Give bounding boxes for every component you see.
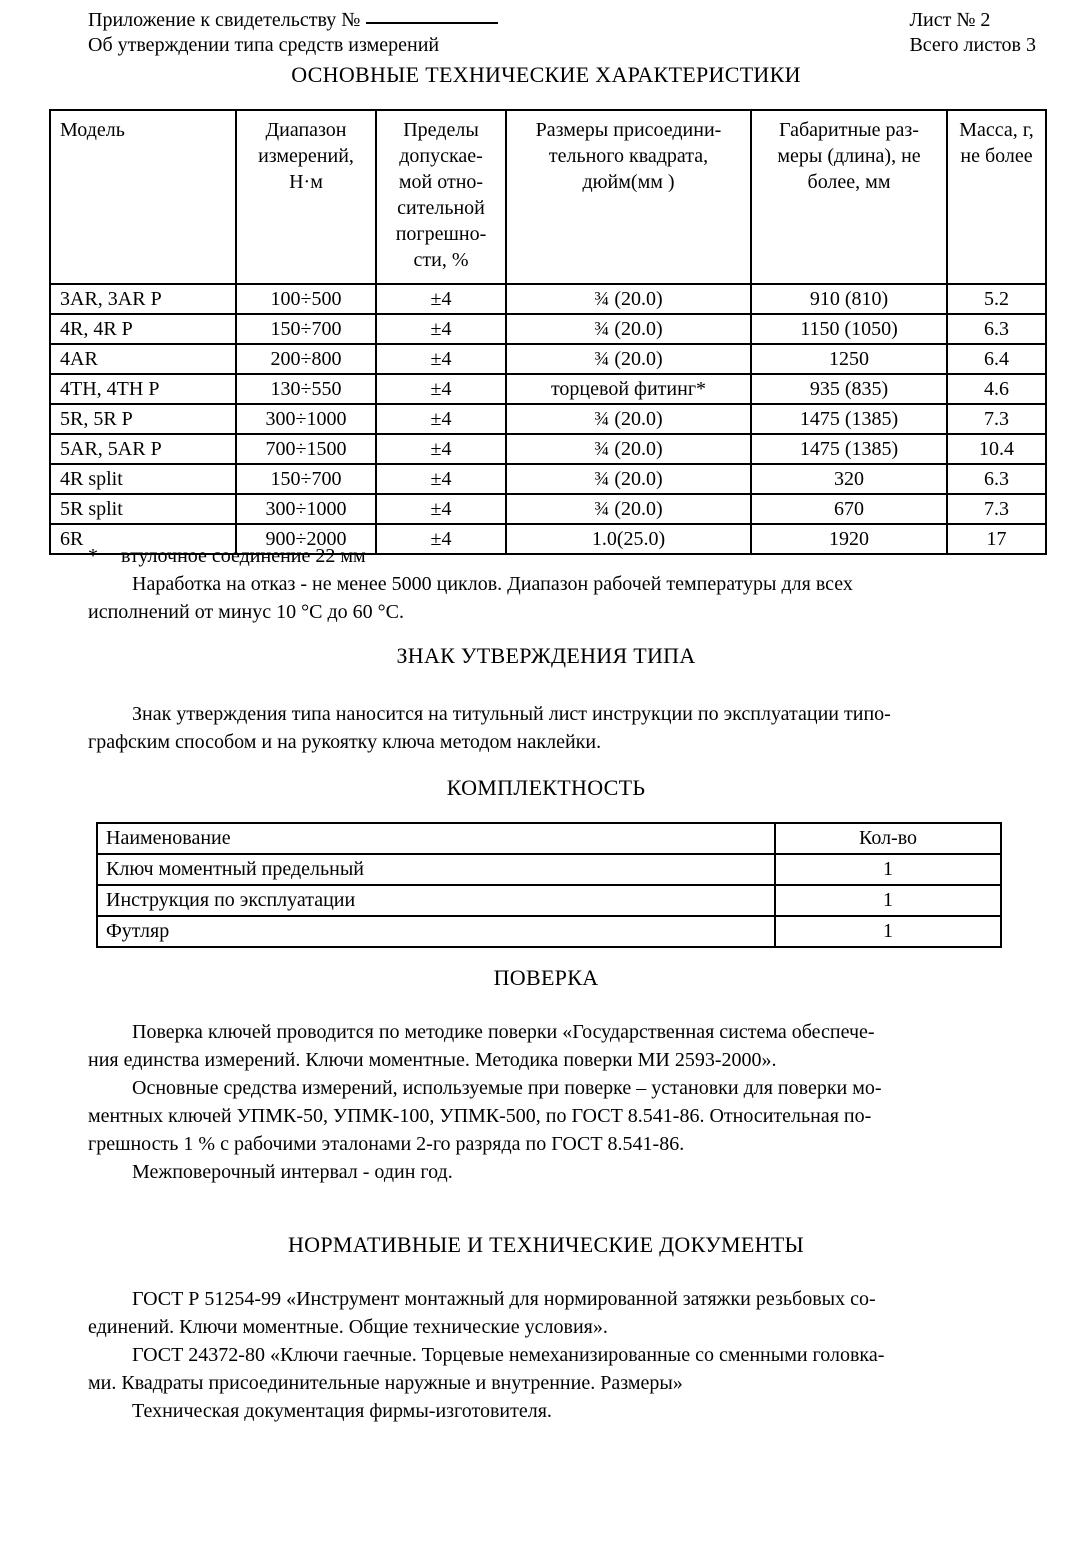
cell-dimensions: 670 xyxy=(751,494,947,524)
col-header-mass-l1: Масса, г, xyxy=(959,119,1034,141)
cell-square: ¾ (20.0) xyxy=(506,494,751,524)
specs-section-title: ОСНОВНЫЕ ТЕХНИЧЕСКИЕ ХАРАКТЕРИСТИКИ xyxy=(291,62,801,87)
table-row xyxy=(97,916,1001,947)
table-row xyxy=(97,854,1001,885)
footnote-marker: * xyxy=(88,545,98,567)
documents-d2-line-2: ми. Квадраты присоединительные наружные и внутренние. Размеры» xyxy=(88,1372,683,1394)
col-header-tolerance-l5: погрешно- xyxy=(395,223,487,245)
cell-square: ¾ (20.0) xyxy=(506,434,751,464)
kit-cell-name: Футляр xyxy=(97,916,775,947)
cell-model: 3AR, 3AR P xyxy=(50,284,236,314)
verification-p1-line-1 xyxy=(88,1018,1018,1046)
kit-col-header-qty: Кол-во xyxy=(775,823,1001,854)
col-header-mass-l2: не более xyxy=(960,145,1033,167)
header-left-block xyxy=(88,8,498,58)
cell-tolerance: ±4 xyxy=(376,464,506,494)
certificate-appendix-label: Приложение к свидетельству № xyxy=(88,9,361,31)
col-header-tolerance-l1: Пределы xyxy=(403,119,479,141)
cell-tolerance: ±4 xyxy=(376,524,506,554)
verification-p1-line-2: ния единства измерений. Ключи моментные. Методика поверки МИ 2593-2000». xyxy=(88,1049,777,1071)
cell-tolerance: ±4 xyxy=(376,314,506,344)
cell-tolerance: ±4 xyxy=(376,404,506,434)
cell-tolerance: ±4 xyxy=(376,434,506,464)
specifications-table xyxy=(49,109,1047,555)
mtbf-note-paragraph xyxy=(88,570,1018,626)
approval-subject-line: Об утверждении типа средств измерений xyxy=(88,34,440,56)
col-header-dimensions-l1: Габаритные раз- xyxy=(779,119,919,141)
verification-p2-line-1-text: Основные средства измерений, используемые при поверке – установки для поверки мо- xyxy=(132,1077,882,1099)
col-header-range-l1: Диапазон xyxy=(265,119,347,141)
mtbf-note-line-1 xyxy=(88,570,1018,598)
mtbf-note-line-2: исполнений от минус 10 °С до 60 °С. xyxy=(88,601,404,623)
cell-dimensions: 320 xyxy=(751,464,947,494)
cell-dimensions: 1475 (1385) xyxy=(751,404,947,434)
kit-table xyxy=(96,822,1002,948)
verification-p2-line-2: ментных ключей УПМК-50, УПМК-100, УПМК-500, по ГОСТ 8.541-86. Относительная по- xyxy=(88,1105,872,1127)
table-row xyxy=(50,464,1046,494)
cell-model: 4TH, 4TH P xyxy=(50,374,236,404)
cell-range: 700÷1500 xyxy=(236,434,376,464)
type-mark-line-1 xyxy=(88,700,1018,728)
kit-cell-qty: 1 xyxy=(775,854,1001,885)
cell-mass: 10.4 xyxy=(947,434,1046,464)
header-right-block xyxy=(909,8,1036,58)
cell-dimensions: 1150 (1050) xyxy=(751,314,947,344)
col-header-range-l2: измерений, xyxy=(258,145,354,167)
cell-range: 150÷700 xyxy=(236,314,376,344)
cell-mass: 7.3 xyxy=(947,404,1046,434)
table-row xyxy=(50,314,1046,344)
kit-cell-qty: 1 xyxy=(775,885,1001,916)
table-row xyxy=(50,344,1046,374)
cell-square: ¾ (20.0) xyxy=(506,344,751,374)
cell-tolerance: ±4 xyxy=(376,284,506,314)
documents-d2-line-1-text: ГОСТ 24372-80 «Ключи гаечные. Торцевые немеханизированные со сменными головка- xyxy=(132,1344,885,1366)
documents-d3-text: Техническая документация фирмы-изготовителя. xyxy=(132,1400,552,1422)
verification-paragraph-1 xyxy=(88,1018,1018,1074)
cell-tolerance: ±4 xyxy=(376,494,506,524)
documents-d1-line-1 xyxy=(88,1285,1018,1313)
footnote-text: втулочное соединение 22 мм xyxy=(121,545,366,567)
cell-model: 4R, 4R P xyxy=(50,314,236,344)
table-row xyxy=(97,885,1001,916)
table-header-row xyxy=(97,823,1001,854)
documents-paragraph-2 xyxy=(88,1341,1018,1397)
cell-mass: 6.3 xyxy=(947,314,1046,344)
col-header-range xyxy=(236,110,376,284)
sheet-number: Лист № 2 xyxy=(909,9,991,31)
verification-p3-line-1 xyxy=(88,1158,1018,1186)
type-mark-paragraph xyxy=(88,700,1018,756)
cell-mass: 4.6 xyxy=(947,374,1046,404)
table-header-row xyxy=(50,110,1046,284)
cell-mass: 6.3 xyxy=(947,464,1046,494)
col-header-tolerance-l2: допускае- xyxy=(399,145,483,167)
cell-square: ¾ (20.0) xyxy=(506,404,751,434)
documents-d1-line-1-text: ГОСТ Р 51254-99 «Инструмент монтажный для нормированной затяжки резьбовых со- xyxy=(132,1288,876,1310)
cell-square: 1.0(25.0) xyxy=(506,524,751,554)
table-row xyxy=(50,374,1046,404)
document-running-header xyxy=(88,8,1036,58)
documents-d1-line-2: единений. Ключи моментные. Общие технические условия». xyxy=(88,1316,608,1338)
verification-p2-line-3: грешность 1 % с рабочими эталонами 2-го разряда по ГОСТ 8.541-86. xyxy=(88,1133,685,1155)
cell-model: 4AR xyxy=(50,344,236,374)
cell-range: 130÷550 xyxy=(236,374,376,404)
cell-square: торцевой фитинг* xyxy=(506,374,751,404)
verification-paragraph-3 xyxy=(88,1158,1018,1186)
mtbf-note-line-1-text: Наработка на отказ - не менее 5000 циклов. Диапазон рабочей температуры для всех xyxy=(132,573,853,595)
kit-section-title: КОМПЛЕКТНОСТЬ xyxy=(446,775,646,800)
cell-dimensions: 1250 xyxy=(751,344,947,374)
cell-model: 5R split xyxy=(50,494,236,524)
cell-range: 100÷500 xyxy=(236,284,376,314)
cell-range: 300÷1000 xyxy=(236,494,376,524)
kit-cell-qty: 1 xyxy=(775,916,1001,947)
col-header-dimensions xyxy=(751,110,947,284)
cell-square: ¾ (20.0) xyxy=(506,284,751,314)
kit-cell-name: Ключ моментный предельный xyxy=(97,854,775,885)
col-header-square xyxy=(506,110,751,284)
table-footnote xyxy=(88,542,1008,570)
cell-range: 200÷800 xyxy=(236,344,376,374)
verification-p1-line-1-text: Поверка ключей проводится по методике поверки «Государственная система обеспече- xyxy=(132,1021,875,1043)
kit-col-header-name: Наименование xyxy=(97,823,775,854)
table-row xyxy=(50,494,1046,524)
col-header-tolerance xyxy=(376,110,506,284)
cell-square: ¾ (20.0) xyxy=(506,464,751,494)
cell-tolerance: ±4 xyxy=(376,344,506,374)
col-header-square-l3: дюйм(мм ) xyxy=(582,171,675,193)
table-row xyxy=(50,284,1046,314)
verification-p3-text: Межповерочный интервал - один год. xyxy=(132,1161,453,1183)
certificate-appendix-line xyxy=(88,8,498,33)
cell-model: 4R split xyxy=(50,464,236,494)
cell-square: ¾ (20.0) xyxy=(506,314,751,344)
cell-mass: 17 xyxy=(947,524,1046,554)
cell-range: 150÷700 xyxy=(236,464,376,494)
cell-model: 5AR, 5AR P xyxy=(50,434,236,464)
col-header-square-l2: тельного квадрата, xyxy=(548,145,709,167)
col-header-model xyxy=(50,110,236,284)
col-header-range-l3: Н·м xyxy=(289,171,323,193)
specifications-table-head xyxy=(50,110,1046,284)
col-header-mass xyxy=(947,110,1046,284)
cell-mass: 5.2 xyxy=(947,284,1046,314)
total-sheets: Всего листов 3 xyxy=(909,34,1036,56)
verification-p2-line-1 xyxy=(88,1074,1018,1102)
cell-model: 6R xyxy=(50,524,236,554)
cell-dimensions: 910 (810) xyxy=(751,284,947,314)
cell-range: 900÷2000 xyxy=(236,524,376,554)
col-header-tolerance-l4: сительной xyxy=(397,197,485,219)
col-header-square-l1: Размеры присоедини- xyxy=(535,119,722,141)
type-mark-section-title: ЗНАК УТВЕРЖДЕНИЯ ТИПА xyxy=(396,643,696,668)
col-header-tolerance-l3: мой отно- xyxy=(398,171,484,193)
table-row xyxy=(50,404,1046,434)
documents-d3-line-1 xyxy=(88,1397,1018,1425)
col-header-dimensions-l3: более, мм xyxy=(807,171,891,193)
cell-model: 5R, 5R P xyxy=(50,404,236,434)
certificate-number-blank xyxy=(366,8,498,24)
verification-paragraph-2 xyxy=(88,1074,1018,1158)
cell-dimensions: 935 (835) xyxy=(751,374,947,404)
cell-range: 300÷1000 xyxy=(236,404,376,434)
table-row xyxy=(50,434,1046,464)
cell-dimensions: 1920 xyxy=(751,524,947,554)
cell-mass: 6.4 xyxy=(947,344,1046,374)
verification-section-title: ПОВЕРКА xyxy=(493,965,599,990)
kit-cell-name: Инструкция по эксплуатации xyxy=(97,885,775,916)
type-mark-line-1-text: Знак утверждения типа наносится на титульный лист инструкции по эксплуатации типо- xyxy=(132,703,891,725)
col-header-dimensions-l2: меры (длина), не xyxy=(777,145,921,167)
cell-mass: 7.3 xyxy=(947,494,1046,524)
cell-dimensions: 1475 (1385) xyxy=(751,434,947,464)
documents-paragraph-3 xyxy=(88,1397,1018,1425)
col-header-tolerance-l6: сти, % xyxy=(413,249,469,271)
kit-table-body xyxy=(97,823,1001,947)
documents-paragraph-1 xyxy=(88,1285,1018,1341)
documents-d2-line-1 xyxy=(88,1341,1018,1369)
cell-tolerance: ±4 xyxy=(376,374,506,404)
documents-section-title: НОРМАТИВНЫЕ И ТЕХНИЧЕСКИЕ ДОКУМЕНТЫ xyxy=(287,1232,805,1257)
type-mark-line-2: графским способом и на рукоятку ключа методом наклейки. xyxy=(88,731,602,753)
col-header-model-l1: Модель xyxy=(60,119,125,141)
specifications-table-body xyxy=(50,284,1046,554)
